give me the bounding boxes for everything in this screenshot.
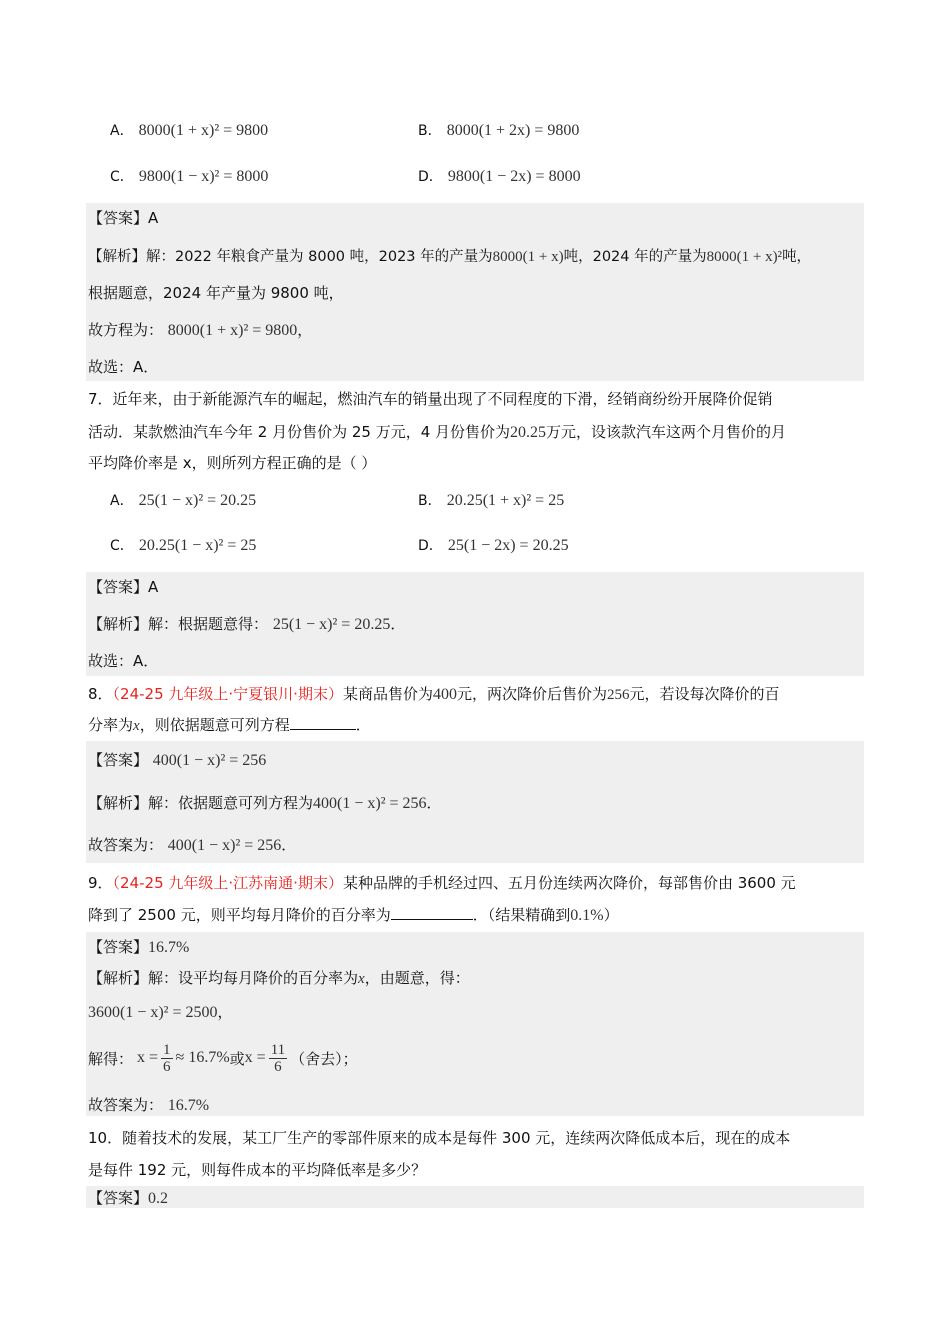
option-expression: 9800(1 − 2x) = 8000: [447, 168, 581, 185]
question-text: [88, 683, 780, 704]
question-variable: x: [133, 718, 140, 734]
fraction: [269, 1042, 287, 1075]
analysis-expression: 25(1 − x)² = 20.25: [272, 616, 391, 633]
equation-line: [88, 1001, 233, 1022]
choice-line: 故选：A．: [88, 358, 159, 376]
question-fragment: 元，两次降价后售价为: [456, 685, 607, 703]
answer-line: [88, 207, 158, 228]
analysis-line: [88, 245, 811, 266]
answer-block: [86, 1186, 864, 1208]
analysis-tag: 【解析】: [88, 794, 149, 812]
equation-expression: 3600(1 − x)² = 2500: [88, 1004, 218, 1021]
option-label: A．: [110, 123, 134, 139]
question-value: 0.1%: [570, 907, 604, 924]
solve-approx: ≈ 16.7%: [175, 1049, 230, 1066]
answer-line: [88, 936, 189, 957]
analysis-end: ．: [390, 615, 406, 633]
answer-value: 400(1 − x)² = 256: [152, 752, 267, 769]
question-source: （24-25 九年级上·江苏南通·期末）: [112, 874, 343, 892]
fraction-denominator: 6: [163, 1058, 171, 1075]
question-text: 7．近年来，由于新能源汽车的崛起，燃油汽车的销量出现了不同程度的下滑，经销商纷纷开展降价促销: [88, 390, 773, 408]
analysis-line: [88, 967, 470, 988]
fraction-numerator: 11: [270, 1041, 286, 1058]
question-fragment: 元，若设每次降价的百: [629, 685, 780, 703]
final-line: [88, 834, 296, 855]
question-fragment: ）: [603, 906, 619, 924]
answer-value: A: [148, 578, 159, 596]
fraction-denominator: 6: [274, 1058, 282, 1075]
answer-line: [88, 1187, 168, 1208]
question-text: 是每件 192 元，则每件成本的平均降低率是多少？: [88, 1161, 427, 1179]
option-expression: 20.25(1 − x)² = 25: [138, 537, 257, 554]
option-c: [110, 535, 256, 555]
answer-value: 16.7%: [148, 939, 190, 956]
analysis-text: 吨，: [782, 249, 812, 265]
analysis-end: ．: [426, 794, 442, 812]
solve-variable: x =: [244, 1049, 266, 1066]
solve-discard: （舍去）；: [290, 1049, 358, 1068]
question-number: 9．: [88, 874, 113, 892]
equation-end: ，: [217, 1003, 233, 1021]
option-c: [110, 166, 268, 186]
option-expression: 9800(1 − x)² = 8000: [138, 168, 269, 185]
answer-value: 0.2: [148, 1190, 169, 1207]
option-label: D．: [418, 169, 443, 185]
final-prefix: 故答案为：: [88, 1096, 164, 1114]
option-b: [418, 120, 579, 140]
analysis-expression: 8000(1 + x)²: [706, 249, 783, 265]
option-expression: 20.25(1 + x)² = 25: [446, 492, 565, 509]
answer-tag: 【答案】: [88, 938, 149, 956]
question-fragment: 某种品牌的手机经过四、五月份连续两次降价，每部售价由 3600 元: [342, 874, 796, 892]
analysis-tag: 【解析】: [88, 249, 146, 265]
final-prefix: 故答案为：: [88, 836, 164, 854]
fraction: [161, 1042, 173, 1075]
analysis-text: 解：依据题意可列方程为: [148, 794, 314, 812]
question-source: （24-25 九年级上·宁夏银川·期末）: [112, 685, 343, 703]
question-value: 256: [606, 687, 630, 703]
analysis-line: [88, 792, 442, 813]
question-fragment: 降到了 2500 元，则平均每月降价的百分率为: [88, 906, 391, 924]
final-expression: 400(1 − x)² = 256: [167, 837, 282, 854]
option-label: C．: [110, 538, 134, 554]
answer-tag: 【答案】: [88, 751, 149, 769]
option-d: [418, 535, 569, 555]
question-text: [88, 872, 796, 893]
option-expression: 8000(1 + 2x) = 9800: [446, 122, 580, 139]
solve-or: 或: [229, 1049, 245, 1068]
analysis-variable: x: [358, 971, 365, 987]
question-number: 8．: [88, 685, 113, 703]
answer-tag: 【答案】: [88, 209, 149, 227]
question-fragment: ．: [355, 716, 371, 734]
question-number: 20.25: [510, 424, 547, 441]
option-label: D．: [418, 538, 443, 554]
answer-blank[interactable]: [290, 715, 356, 730]
analysis-text: 解：设平均每月降价的百分率为: [148, 969, 359, 987]
question-text: [88, 421, 786, 442]
question-fragment: 活动．某款燃油汽车今年 2 月份售价为 25 万元，4 月份售价为: [88, 423, 511, 441]
solve-line: [88, 1038, 358, 1078]
equation-expression: 8000(1 + x)² = 9800: [167, 322, 298, 339]
answer-line: [88, 576, 158, 597]
option-expression: 25(1 − 2x) = 20.25: [447, 537, 569, 554]
analysis-line: 根据题意，2024 年产量为 9800 吨，: [88, 284, 344, 302]
question-text: [88, 904, 619, 925]
question-value: 400: [432, 686, 457, 703]
option-d: [418, 166, 581, 186]
question-text: 10．随着技术的发展，某工厂生产的零部件原来的成本是每件 300 元，连续两次降低成本后，现在的成本: [88, 1129, 791, 1147]
equation-prefix: 故方程为：: [88, 321, 164, 339]
choice-line: 故选：A．: [88, 652, 159, 670]
analysis-text: 解：2022 年粮食产量为 8000 吨，2023 年的产量为: [146, 249, 493, 265]
question-text: 平均降价率是 x，则所列方程正确的是（ ）: [88, 454, 377, 472]
answer-tag: 【答案】: [88, 1189, 149, 1207]
analysis-text: 吨，2024 年的产量为: [563, 249, 707, 265]
question-text: [88, 714, 371, 735]
final-line: [88, 1094, 209, 1115]
analysis-text: 解：根据题意得：: [148, 615, 269, 633]
option-b: [418, 490, 564, 510]
question-fragment: ．（结果精确到: [472, 906, 571, 924]
answer-blank[interactable]: [391, 905, 473, 920]
analysis-expression: 400(1 − x)² = 256: [313, 795, 427, 812]
question-fragment: 某商品售价为: [342, 685, 433, 703]
equation-suffix: ，: [297, 321, 313, 339]
option-label: C．: [110, 169, 134, 185]
answer-block: [86, 932, 864, 1116]
option-expression: 8000(1 + x)² = 9800: [138, 122, 269, 139]
final-end: ．: [281, 836, 297, 854]
final-expression: 16.7%: [167, 1097, 210, 1114]
option-expression: 25(1 − x)² = 20.25: [138, 492, 257, 509]
option-label: B．: [418, 123, 442, 139]
answer-line: [88, 749, 266, 770]
question-fragment: ，则依据题意可列方程: [139, 716, 290, 734]
answer-tag: 【答案】: [88, 578, 149, 596]
analysis-line: [88, 613, 405, 634]
question-fragment: 万元，设该款汽车这两个月售价的月: [546, 423, 787, 441]
answer-value: A: [148, 209, 159, 227]
analysis-text: ，由题意，得：: [364, 969, 470, 987]
question-fragment: 分率为: [88, 716, 134, 734]
solve-prefix: 解得：: [88, 1049, 134, 1068]
option-label: A．: [110, 493, 134, 509]
option-a: [110, 120, 268, 140]
option-label: B．: [418, 493, 442, 509]
analysis-tag: 【解析】: [88, 969, 149, 987]
analysis-expression: 8000(1 + x): [492, 249, 564, 265]
analysis-tag: 【解析】: [88, 615, 149, 633]
fraction-numerator: 1: [163, 1041, 171, 1058]
solve-variable: x =: [137, 1049, 159, 1066]
option-a: [110, 490, 256, 510]
equation-line: [88, 319, 312, 340]
